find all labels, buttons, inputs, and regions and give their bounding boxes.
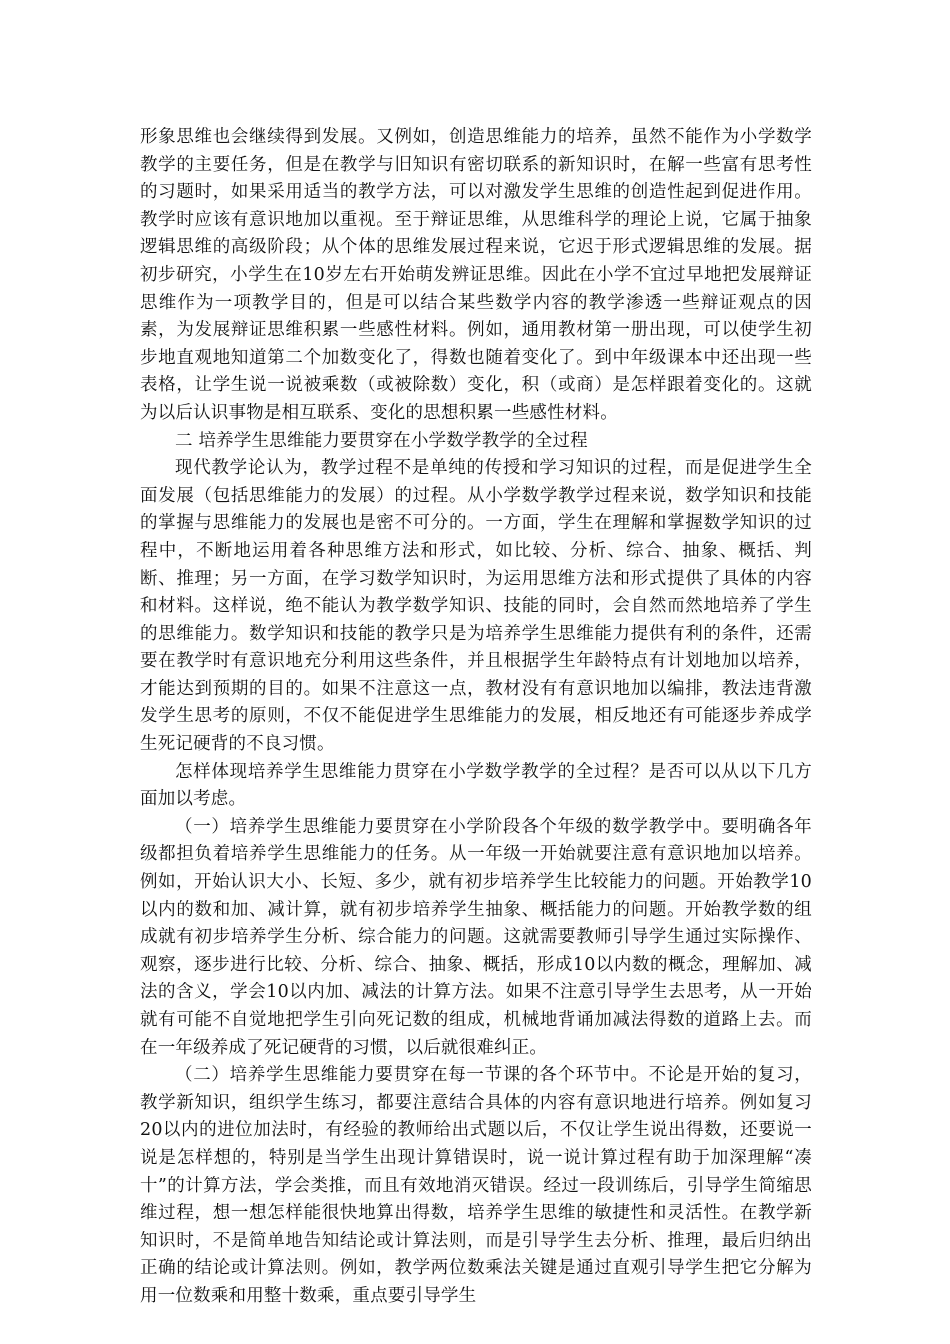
document-body [140,124,812,1311]
paragraph-4: （一）培养学生思维能力要贯穿在小学阶段各个年级的数学教学中。要明确各年级都担负着培养学生思维能力的任务。从一年级一开始就要注意有意识地加以培养。例如，开始认识大小、长短、多少，就有初步培养学生比较能力的问题。开始教学10以内的数和加、减计算，就有初步培养学生抽象、概括能力的问题。开始教学数的组成就有初步培养学生分析、综合能力的问题。这就需要教师引导学生通过实际操作、观察，逐步进行比较、分析、综合、抽象、概括，形成10以内数的概念，理解加、减法的含义，学会10以内加、减法的计算方法。如果不注意引导学生去思考，从一开始就有可能不自觉地把学生引向死记数的组成，机械地背诵加减法得数的道路上去。而在一年级养成了死记硬背的习惯，以后就很难纠正。 [140,816,812,1058]
paragraph-2: 现代教学论认为，教学过程不是单纯的传授和学习知识的过程，而是促进学生全面发展（包括思维能力的发展）的过程。从小学数学教学过程来说，数学知识和技能的掌握与思维能力的发展也是密不可分的。一方面，学生在理解和掌握数学知识的过程中，不断地运用着各种思维方法和形式，如比较、分析、综合、抽象、概括、判断、推理；另一方面，在学习数学知识时，为运用思维方法和形式提供了具体的内容和材料。这样说，绝不能认为教学数学知识、技能的同时，会自然而然地培养了学生的思维能力。数学知识和技能的教学只是为培养学生思维能力提供有利的条件，还需要在教学时有意识地充分利用这些条件，并且根据学生年龄特点有计划地加以培养，才能达到预期的目的。如果不注意这一点，教材没有有意识地加以编排，教法违背激发学生思考的原则，不仅不能促进学生思维能力的发展，相反地还有可能逐步养成学生死记硬背的不良习惯。 [140,458,812,755]
section-heading-2: 二 培养学生思维能力要贯穿在小学数学教学的全过程 [175,430,588,451]
paragraph-5: （二）培养学生思维能力要贯穿在每一节课的各个环节中。不论是开始的复习，教学新知识，组织学生练习，都要注意结合具体的内容有意识地进行培养。例如复习20以内的进位加法时，有经验的教师给出式题以后，不仅让学生说出得数，还要说一说是怎样想的，特别是当学生出现计算错误时，说一说计算过程有助于加深理解“凑十”的计算方法，学会类推，而且有效地消灭错误。经过一段训练后，引导学生简缩思维过程，想一想怎样能很快地算出得数，培养学生思维的敏捷性和灵活性。在教学新知识时，不是简单地告知结论或计算法则，而是引导学生去分析、推理，最后归纳出正确的结论或计算法则。例如，教学两位数乘法关键是通过直观引导学生把它分解为用一位数乘和用整十数乘，重点要引导学生 [140,1065,812,1306]
paragraph-1: 形象思维也会继续得到发展。又例如，创造思维能力的培养，虽然不能作为小学数学教学的主要任务，但是在教学与旧知识有密切联系的新知识时，在解一些富有思考性的习题时，如果采用适当的教学方法，可以对激发学生思维的创造性起到促进作用。教学时应该有意识地加以重视。至于辩证思维，从思维科学的理论上说，它属于抽象逻辑思维的高级阶段；从个体的思维发展过程来说，它迟于形式逻辑思维的发展。据初步研究，小学生在10岁左右开始萌发辨证思维。因此在小学不宜过早地把发展辩证思维作为一项教学目的，但是可以结合某些数学内容的教学渗透一些辩证观点的因素，为发展辩证思维积累一些感性材料。例如，通用教材第一册出现，可以使学生初步地直观地知道第二个加数变化了，得数也随着变化了。到中年级课本中还出现一些表格，让学生说一说被乘数（或被除数）变化，积（或商）是怎样跟着变化的。这就为以后认识事物是相互联系、变化的思想积累一些感性材料。 [140,127,812,423]
paragraph-3: 怎样体现培养学生思维能力贯穿在小学数学教学的全过程？是否可以从以下几方面加以考虑。 [140,761,812,810]
